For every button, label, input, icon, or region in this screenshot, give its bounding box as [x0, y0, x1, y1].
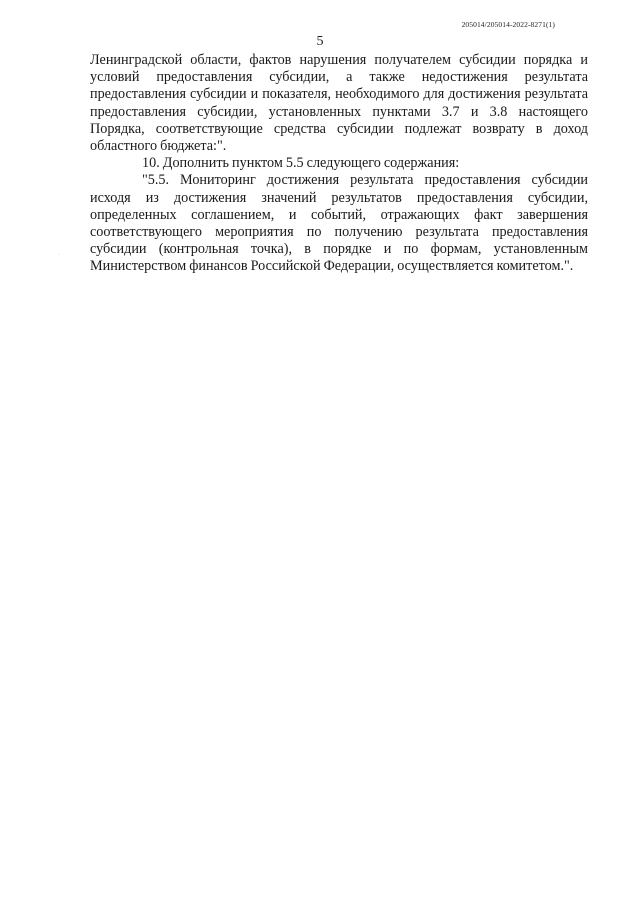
- paragraph-clause-5-5: "5.5. Мониторинг достижения результата предоставления субсидии исходя из достижения значений результатов предоставления субсидии, определенных соглашением, и событий, отражающих факт завершения соответствующего мероприятия по получению результата предоставления субсидии (контрольная точка), в порядке и по формам, установленным Министерством финансов Российской Федерации, осуществляется комитетом.".: [90, 172, 588, 275]
- paragraph-continuation: Ленинградской области, фактов нарушения получателем субсидии порядка и условий предоставления субсидии, а также недостижения результата предоставления субсидии и показателя, необходимого для достижения результата предоставления субсидии, установленных пунктами 3.7 и 3.8 настоящего Порядка, соответствующие средства субсидии подлежат возврату в доход областного бюджета:".: [90, 52, 588, 155]
- document-id: 205014/205014-2022-8271(1): [461, 20, 555, 29]
- paragraph-item-10: 10. Дополнить пунктом 5.5 следующего содержания:: [142, 155, 460, 172]
- document-body: [90, 52, 588, 276]
- scan-mark: ·: [58, 252, 60, 258]
- page-number: 5: [316, 34, 324, 49]
